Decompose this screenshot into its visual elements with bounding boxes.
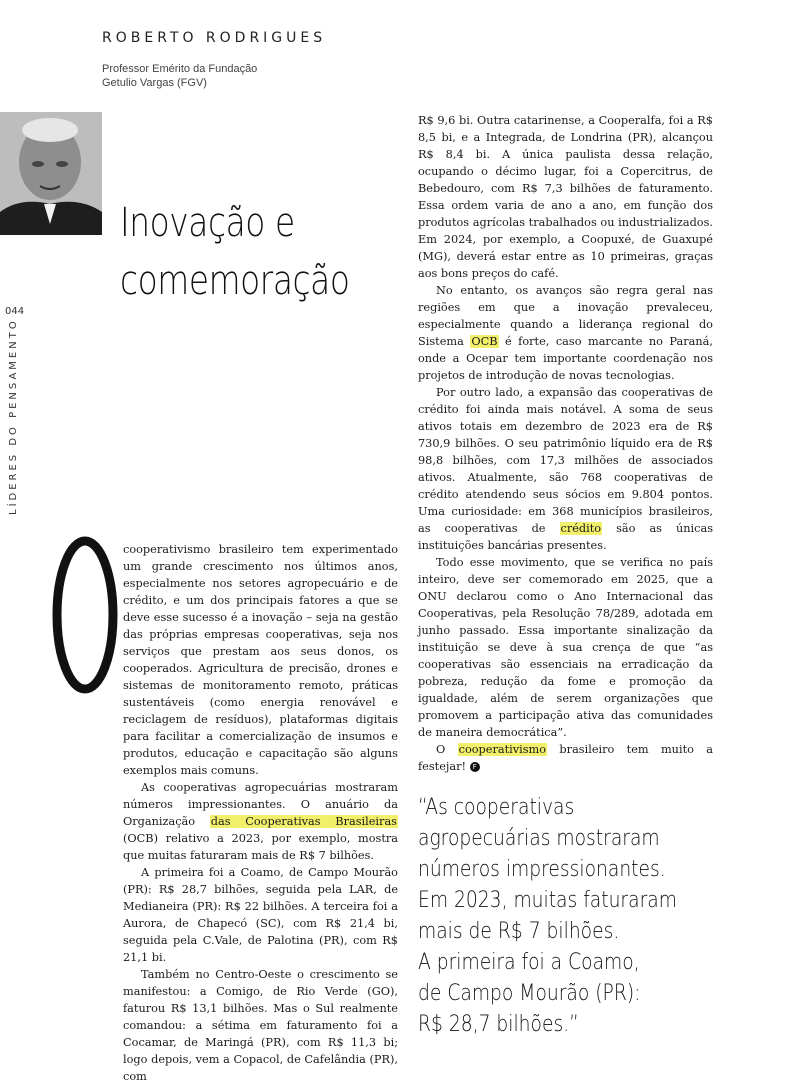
pull-quote-line: Em 2023, muitas faturaram bbox=[418, 888, 677, 913]
pull-quote-line: agropecuárias mostraram bbox=[418, 826, 660, 851]
paragraph bbox=[123, 966, 398, 1085]
end-mark-icon: F bbox=[470, 762, 480, 772]
paragraph-text: Por outro lado, a expansão das cooperativas de crédito foi ainda mais notável. A soma de seus ativos totais em dezembro de 2023 era de R$ 730,9 bilhões. O seu patrimônio líquido era de R$ 98,8 bilhões, com 17,3 milhões de associados ativos. Atualmente, são 768 cooperativas de crédito atendendo seus sócios em 9.804 pontos. Uma curiosidade: em 368 municípios brasileiros, as cooperativas de bbox=[418, 386, 713, 535]
paragraph-text: O bbox=[436, 743, 458, 756]
paragraph bbox=[418, 554, 713, 741]
page-number: 044 bbox=[5, 306, 25, 317]
paragraph bbox=[418, 741, 713, 775]
portrait-image bbox=[0, 112, 102, 235]
author-photo bbox=[0, 112, 102, 235]
highlighted-text: cooperativismo bbox=[458, 743, 547, 756]
title-line: Inovação e bbox=[120, 200, 295, 246]
pull-quote-line: mais de R$ 7 bilhões. bbox=[418, 919, 620, 944]
pull-quote-line: R$ 28,7 bilhões.” bbox=[418, 1012, 579, 1037]
paragraph-text: brasileiro tem muito a festejar! bbox=[418, 743, 713, 773]
paragraph-text: (OCB) relativo a 2023, por exemplo, mostra que muitas faturaram mais de R$ 7 bilhões. bbox=[123, 832, 398, 862]
title-line: comemoração bbox=[120, 258, 350, 304]
paragraph bbox=[123, 779, 398, 864]
pull-quote bbox=[418, 792, 677, 1040]
paragraph-text: No entanto, os avanços são regra geral nas regiões em que a inovação prevaleceu, especialmente quando a liderança regional do Sistema bbox=[418, 284, 713, 348]
paragraph bbox=[123, 864, 398, 966]
paragraph-text: é forte, caso marcante no Paraná, onde a Ocepar tem importante coordenação nos projetos de introdução de novas tecnologias. bbox=[418, 335, 713, 382]
highlighted-text: das Cooperativas Brasileiras bbox=[210, 815, 397, 828]
paragraph-text: A primeira foi a Coamo, de Campo Mourão (PR): R$ 28,7 bilhões, seguida pela LAR, de Medianeira (PR): R$ 22 bilhões. A terceira foi a Aurora, de Chapecó (SC), com R$ 21,4 bi, seguida pela C.Vale, de Palotina (PR), com R$ 21,1 bi. bbox=[123, 866, 398, 964]
right-column bbox=[418, 112, 713, 775]
paragraph-text: cooperativismo brasileiro tem experimentado um grande crescimento nos últimos anos, especialmente nos setores agropecuário e de crédito, e um dos principais fatores a que se deve esse sucesso é a inovação – seja na gestão das próprias empresas cooperativas, seja nos serviços que prestam aos seus donos, os cooperados. Agricultura de precisão, drones e sistemas de monitoramento remoto, práticas sustentáveis (como energia renovável e reciclagem de resíduos), plataformas digitais para facilitar a comercialização de insumos e produtos, educação e capacitação são alguns exemplos mais comuns. bbox=[123, 543, 398, 777]
pull-quote-line: “As cooperativas bbox=[418, 795, 575, 820]
author-role bbox=[102, 62, 302, 90]
pull-quote-line: de Campo Mourão (PR): bbox=[418, 981, 641, 1006]
paragraph bbox=[418, 384, 713, 554]
paragraph-text: R$ 9,6 bi. Outra catarinense, a Cooperalfa, foi a R$ 8,5 bi, e a Integrada, de Londrina (PR), alcançou R$ 8,4 bi. A única paulista dessa relação, ocupando o décimo lugar, foi a Copercitrus, de Bebedouro, com R$ 7,3 bilhões de faturamento. Essa ordem varia de ano a ano, em função dos produtos agrícolas trabalhados ou industrializados. Em 2024, por exemplo, a Coopuxé, de Guaxupé (MG), deverá estar entre as 10 primeiras, graças aos bons preços do café. bbox=[418, 114, 713, 280]
drop-cap bbox=[50, 535, 120, 695]
section-label: LÍDERES DO PENSAMENTO bbox=[8, 318, 19, 515]
left-column bbox=[123, 541, 398, 1085]
author-role-line: Getulio Vargas (FGV) bbox=[102, 77, 207, 89]
paragraph-text: são as únicas instituições bancárias presentes. bbox=[418, 522, 713, 552]
highlighted-text: OCB bbox=[471, 335, 498, 348]
author-name: ROBERTO RODRIGUES bbox=[102, 30, 327, 46]
article-title bbox=[120, 194, 350, 310]
paragraph-text: As cooperativas agropecuárias mostraram números impressionantes. O anuário da Organização bbox=[123, 781, 398, 828]
paragraph-text: Todo esse movimento, que se verifica no país inteiro, deve ser comemorado em 2025, que a ONU declarou como o Ano Internacional das Cooperativas, pela Resolução 78/289, adotada em junho passado. Essa importante sinalização da instituição se deve à sua crença de que “as cooperativas são essenciais na erradicação da pobreza, redução da fome e promoção da igualdade, além de serem organizações que promovem a participação ativa das comunidades de maneira democrática”. bbox=[418, 556, 713, 739]
paragraph-text: Também no Centro-Oeste o crescimento se manifestou: a Comigo, de Rio Verde (GO), faturou R$ 13,1 bilhões. Mas o Sul realmente comandou: a sétima em faturamento foi a Cocamar, de Maringá (PR), com R$ 11,3 bi; logo depois, vem a Copacol, de Cafelândia (PR), com bbox=[123, 968, 398, 1083]
paragraph bbox=[418, 282, 713, 384]
pull-quote-line: números impressionantes. bbox=[418, 857, 666, 882]
highlighted-text: crédito bbox=[560, 522, 602, 535]
author-role-line: Professor Emérito da Fundação bbox=[102, 63, 258, 75]
paragraph bbox=[123, 541, 398, 779]
pull-quote-line: A primeira foi a Coamo, bbox=[418, 950, 640, 975]
paragraph bbox=[418, 112, 713, 282]
